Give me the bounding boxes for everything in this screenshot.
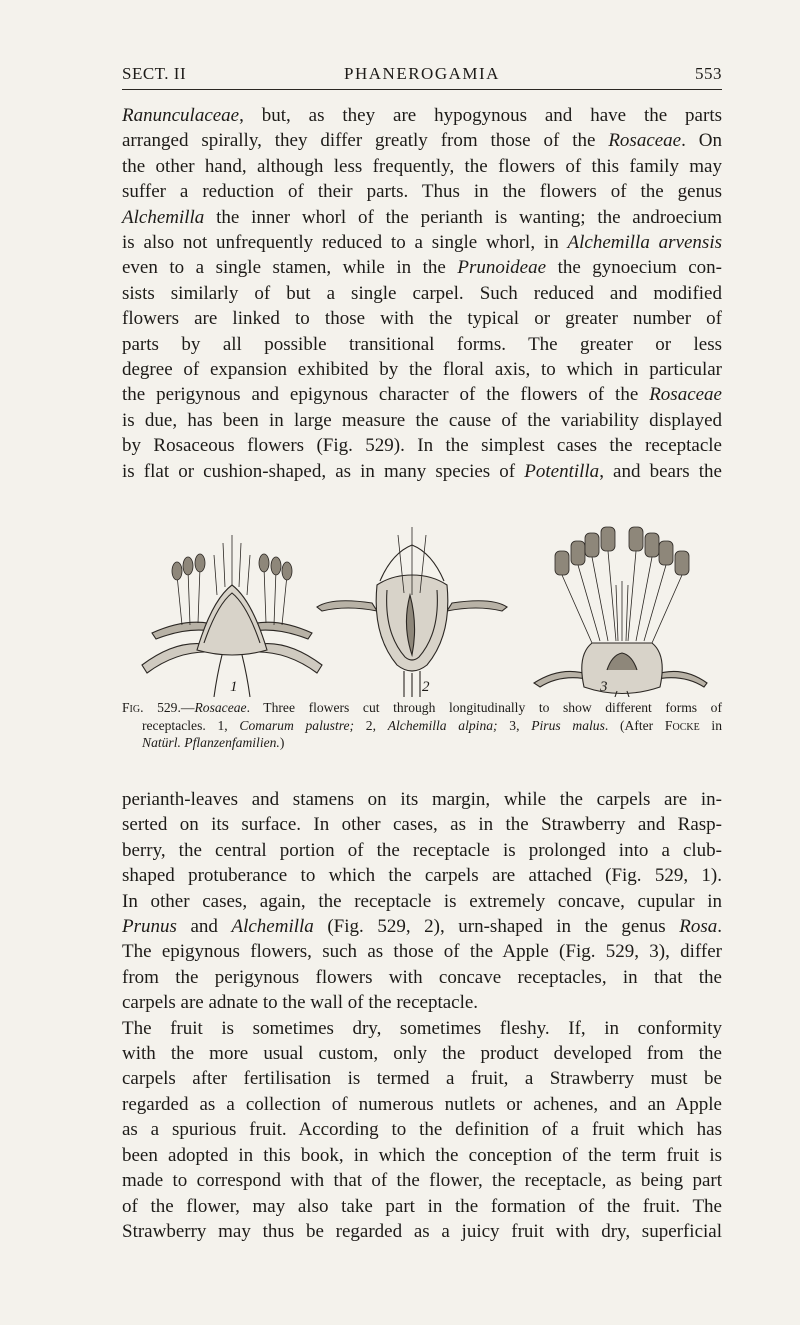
text-run: carpels are adnate to the wall of the receptacle. <box>122 992 479 1014</box>
text-line <box>122 1194 722 1219</box>
text-run: Strawberry may thus be regarded as a juicy fruit with dry, superficial <box>122 1220 722 1242</box>
caption-run: . Three flowers cut through longitudinally to show different forms of <box>246 700 722 715</box>
text-run: regarded as a collection of numerous nutlets or achenes, and an Apple <box>122 1093 722 1115</box>
text-run: In other cases, again, the receptacle is extremely concave, cupular in <box>122 890 722 912</box>
italic-term: Alchemilla <box>231 916 314 938</box>
text-line <box>122 179 722 204</box>
italic-term: Ranunculaceae <box>122 105 240 126</box>
flower-2-alchemilla <box>317 527 507 697</box>
text-run: is due, has been in large measure the cause of the variability displayed <box>122 409 722 431</box>
text-run: serted on its surface. In other cases, as in the Strawberry and Rasp- <box>122 814 722 836</box>
text-run: and <box>176 916 232 938</box>
text-run: made to correspond with that of the flower, the receptacle, as being part <box>122 1170 722 1192</box>
italic-term: Prunoideae <box>457 257 547 279</box>
flower-1-comarum <box>142 535 322 697</box>
text-run: suffer a reduction of their parts. Thus in the flowers of the genus <box>122 181 722 203</box>
text-run: . On <box>681 130 722 152</box>
text-run: been adopted in this book, in which the conception of the term fruit is <box>122 1144 722 1166</box>
italic-term: Prunus <box>122 916 177 938</box>
text-run: even to a single stamen, while in the <box>122 257 458 279</box>
caption-run: in <box>699 717 723 733</box>
text-line <box>122 1041 722 1066</box>
figure-529 <box>122 515 722 697</box>
text-run: by Rosaceous flowers (Fig. 529). In the simplest cases the receptacle <box>122 435 722 457</box>
text-line <box>122 103 722 128</box>
running-header <box>122 64 722 88</box>
text-line <box>122 787 722 812</box>
text-run: from the perigynous flowers with concave receptacles, in that the <box>122 966 722 988</box>
text-line <box>122 154 722 179</box>
text-line <box>122 1168 722 1193</box>
text-run: is also not unfrequently reduced to a single whorl, in <box>122 232 568 254</box>
text-run: perianth-leaves and stamens on its margin, while the carpels are in- <box>122 789 722 810</box>
text-line <box>122 459 722 484</box>
text-line <box>122 255 722 280</box>
text-run: parts by all possible transitional forms. The greater or less <box>122 333 722 355</box>
paragraph-1 <box>122 103 722 484</box>
text-run: the other hand, although less frequently, the flowers of this family may <box>122 155 722 177</box>
text-line <box>122 433 722 458</box>
text-run: shaped protuberance to which the carpels are attached (Fig. 529, 1). <box>122 865 722 887</box>
running-title: PHANEROGAMIA <box>344 64 500 83</box>
caption-run: . (After <box>604 717 665 733</box>
text-run: degree of expansion exhibited by the floral axis, to which in particular <box>122 359 722 381</box>
caption-run: Fig. 529.— <box>122 700 195 715</box>
text-line <box>122 357 722 382</box>
text-line <box>122 1066 722 1091</box>
text-run: as a spurious fruit. According to the definition of a fruit which has <box>122 1119 722 1141</box>
caption-run: receptacles. 1, <box>142 717 240 733</box>
caption-run: Pirus malus <box>531 717 605 733</box>
caption-run: Focke <box>664 717 700 733</box>
text-run: (Fig. 529, 2), urn-shaped in the genus <box>313 916 680 938</box>
text-line <box>122 889 722 914</box>
text-run: The epigynous flowers, such as those of the Apple (Fig. 529, 3), differ <box>122 941 722 963</box>
header-rule <box>122 89 722 90</box>
text-line <box>122 965 722 990</box>
text-line <box>122 230 722 255</box>
text-run: arranged spirally, they differ greatly from those of the <box>122 130 609 152</box>
text-run: of the flower, may also take part in the formation of the fruit. The <box>122 1195 722 1217</box>
text-line <box>122 990 722 1015</box>
text-run: with the more usual custom, only the product developed from the <box>122 1043 722 1065</box>
text-run: sists similarly of but a single carpel. Such reduced and modified <box>122 282 722 304</box>
caption-line <box>122 717 722 735</box>
text-line <box>122 939 722 964</box>
caption-run: ) <box>279 735 285 750</box>
caption-line <box>122 699 722 717</box>
figure-label-3: 3 <box>600 679 608 695</box>
text-run: the gynoecium con- <box>546 257 722 279</box>
italic-term: Potentilla <box>524 460 600 482</box>
text-run: flowers are linked to those with the typical or greater number of <box>122 308 722 330</box>
text-line <box>122 838 722 863</box>
text-line <box>122 306 722 331</box>
italic-term: Rosaceae <box>608 130 682 152</box>
text-line <box>122 863 722 888</box>
text-line <box>122 1143 722 1168</box>
text-line <box>122 914 722 939</box>
italic-term: Rosaceae <box>649 384 722 406</box>
italic-term: Alchemilla arvensis <box>567 232 722 254</box>
text-line <box>122 408 722 433</box>
text-run: , but, as they are hypogynous and have the parts <box>239 105 722 126</box>
text-run: is flat or cushion-shaped, as in many species of <box>122 460 525 482</box>
paragraph-2 <box>122 787 722 1244</box>
flower-sections-illustration <box>122 515 722 697</box>
text-line <box>122 1016 722 1041</box>
figure-label-2: 2 <box>422 679 430 695</box>
caption-run: 2, <box>365 717 388 733</box>
text-run: berry, the central portion of the receptacle is prolonged into a club- <box>122 839 722 861</box>
caption-run: Natürl. Pflanzenfamilien. <box>142 735 280 750</box>
text-line <box>122 382 722 407</box>
text-run: . <box>717 916 723 938</box>
text-run: The fruit is sometimes dry, sometimes fleshy. If, in conformity <box>122 1017 722 1039</box>
flower-3-pirus <box>534 527 707 697</box>
text-run: the inner whorl of the perianth is wanting; the androecium <box>204 206 722 228</box>
text-run: carpels after fertilisation is termed a fruit, a Strawberry must be <box>122 1068 722 1090</box>
text-line <box>122 205 722 230</box>
caption-run: Rosaceae <box>194 700 247 715</box>
text-line <box>122 128 722 153</box>
section-label: SECT. II <box>122 64 187 83</box>
page-number: 553 <box>695 64 722 83</box>
figure-label-1: 1 <box>230 679 238 695</box>
figure-caption <box>122 699 722 752</box>
caption-run: 3, <box>509 717 532 733</box>
text-line <box>122 812 722 837</box>
text-line <box>122 332 722 357</box>
caption-run: Comarum palustre; <box>239 717 366 733</box>
caption-run: Alchemilla alpina; <box>387 717 510 733</box>
text-line <box>122 1219 722 1244</box>
text-line <box>122 1117 722 1142</box>
text-line <box>122 281 722 306</box>
italic-term: Rosa <box>679 916 718 938</box>
text-run: , and bears the <box>599 460 722 482</box>
text-line <box>122 1092 722 1117</box>
italic-term: Alchemilla <box>122 206 205 228</box>
caption-line <box>122 734 722 752</box>
text-run: the perigynous and epigynous character of the flowers of the <box>122 384 650 406</box>
